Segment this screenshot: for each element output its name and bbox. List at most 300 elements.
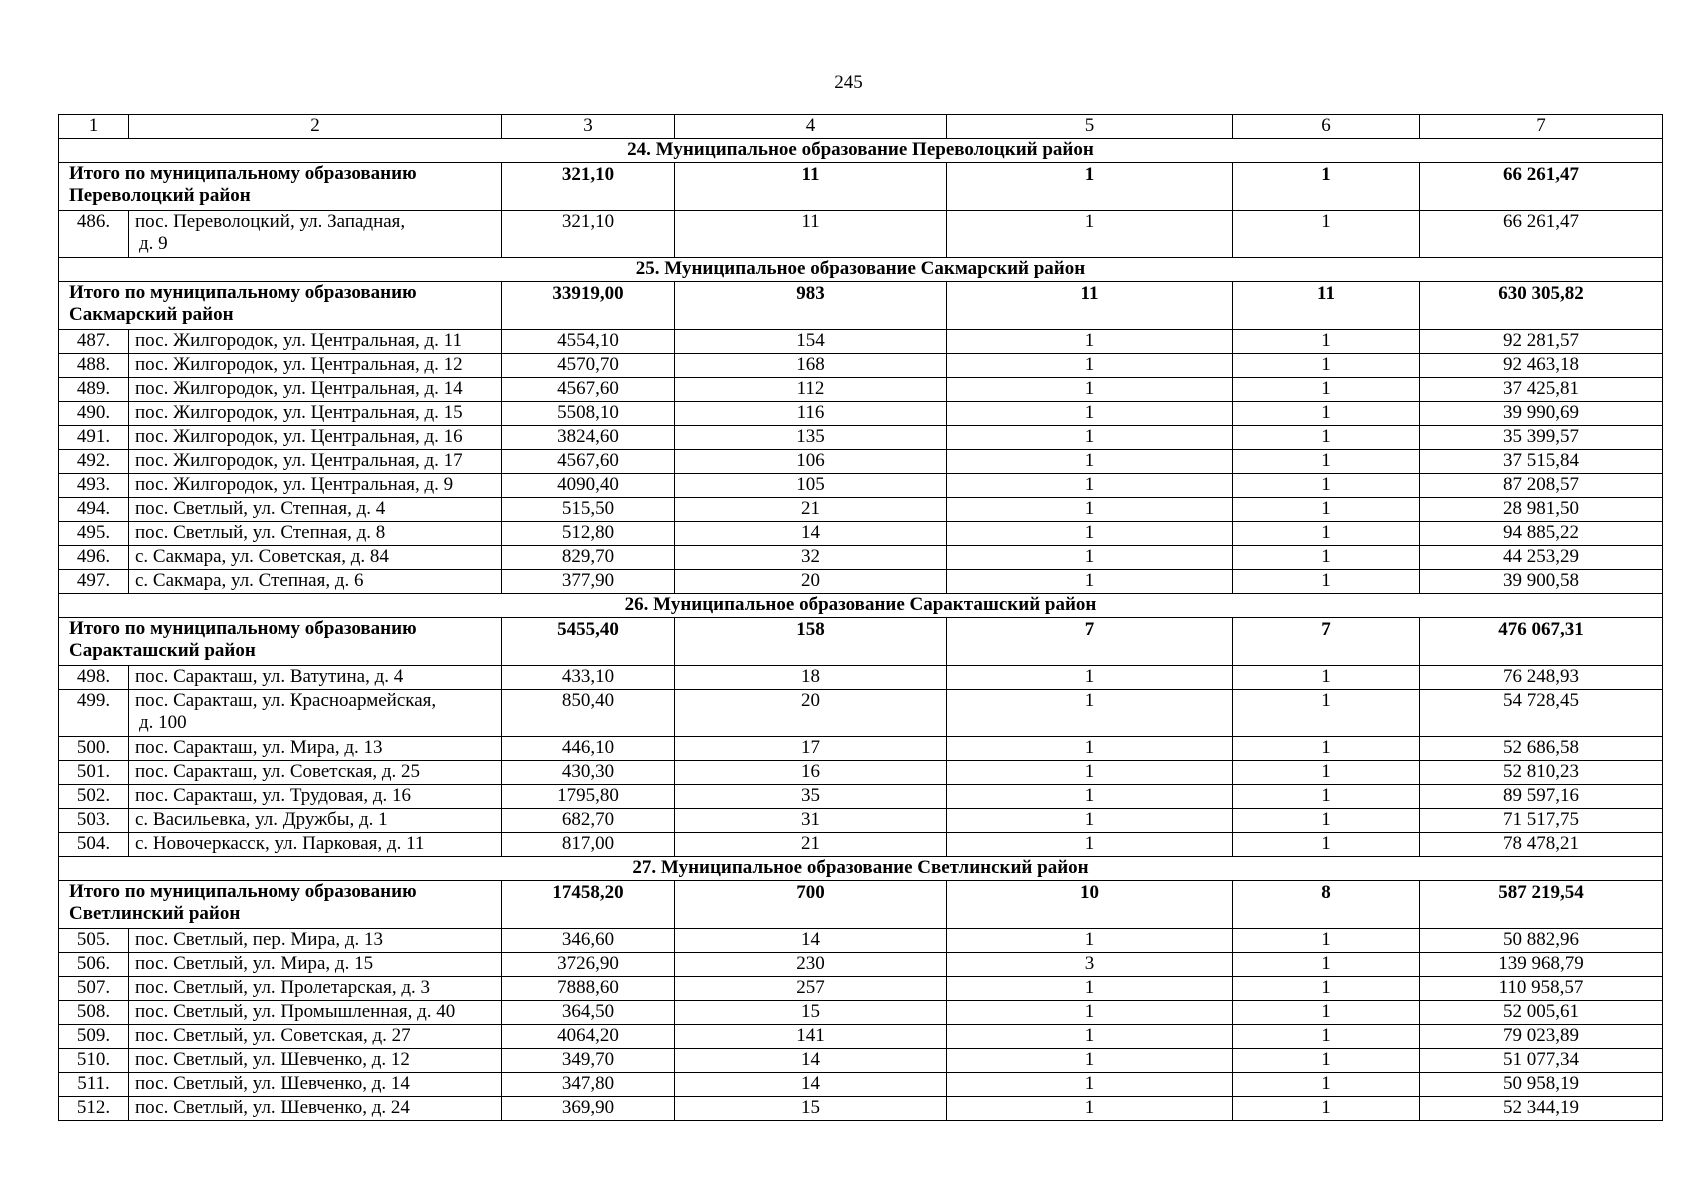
row-number: 488.	[59, 354, 129, 378]
row-c5: 1	[947, 522, 1233, 546]
row-c6: 1	[1233, 785, 1420, 809]
address-line: пос. Саракташ, ул. Трудовая, д. 16	[135, 785, 412, 806]
row-address	[129, 737, 502, 761]
row-c4: 11	[675, 211, 947, 258]
row-c7: 52 810,23	[1420, 761, 1663, 785]
section-total-row	[59, 163, 1663, 211]
row-c6: 1	[1233, 737, 1420, 761]
row-number: 504.	[59, 833, 129, 857]
table-row	[59, 1049, 1663, 1073]
total-c7: 476 067,31	[1420, 618, 1663, 666]
row-number: 509.	[59, 1025, 129, 1049]
row-address	[129, 1073, 502, 1097]
row-c6: 1	[1233, 330, 1420, 354]
table-row	[59, 809, 1663, 833]
row-c4: 14	[675, 1073, 947, 1097]
row-c7: 78 478,21	[1420, 833, 1663, 857]
row-c6: 1	[1233, 761, 1420, 785]
table-row	[59, 785, 1663, 809]
row-number: 498.	[59, 666, 129, 690]
row-c4: 154	[675, 330, 947, 354]
row-c7: 66 261,47	[1420, 211, 1663, 258]
row-c3: 4567,60	[502, 450, 675, 474]
total-label-line: Итого по муниципальному образованию	[69, 618, 417, 639]
row-address	[129, 690, 502, 737]
row-c4: 32	[675, 546, 947, 570]
column-header: 2	[129, 115, 502, 139]
table-row	[59, 977, 1663, 1001]
row-c3: 1795,80	[502, 785, 675, 809]
table-row	[59, 474, 1663, 498]
row-address	[129, 426, 502, 450]
table-row	[59, 570, 1663, 594]
total-c7: 630 305,82	[1420, 282, 1663, 330]
total-c3: 321,10	[502, 163, 675, 211]
row-c5: 1	[947, 211, 1233, 258]
row-c7: 50 882,96	[1420, 929, 1663, 953]
row-number: 508.	[59, 1001, 129, 1025]
row-c4: 15	[675, 1097, 947, 1121]
row-c6: 1	[1233, 1001, 1420, 1025]
address-line: пос. Светлый, ул. Советская, д. 27	[135, 1025, 411, 1046]
total-c4: 158	[675, 618, 947, 666]
table-row	[59, 666, 1663, 690]
row-c4: 105	[675, 474, 947, 498]
total-label	[59, 618, 502, 666]
row-c5: 1	[947, 761, 1233, 785]
section-total-row	[59, 881, 1663, 929]
row-number: 496.	[59, 546, 129, 570]
row-c4: 20	[675, 570, 947, 594]
row-c3: 377,90	[502, 570, 675, 594]
row-c3: 4064,20	[502, 1025, 675, 1049]
row-c4: 15	[675, 1001, 947, 1025]
row-c6: 1	[1233, 498, 1420, 522]
row-c7: 92 281,57	[1420, 330, 1663, 354]
row-c7: 52 344,19	[1420, 1097, 1663, 1121]
row-address	[129, 761, 502, 785]
total-c6: 1	[1233, 163, 1420, 211]
row-address	[129, 785, 502, 809]
row-c7: 37 515,84	[1420, 450, 1663, 474]
row-c5: 1	[947, 785, 1233, 809]
row-c5: 1	[947, 1097, 1233, 1121]
total-label-line: Итого по муниципальному образованию	[69, 282, 417, 303]
row-c7: 52 005,61	[1420, 1001, 1663, 1025]
row-c6: 1	[1233, 833, 1420, 857]
address-line: пос. Светлый, ул. Шевченко, д. 14	[135, 1073, 410, 1094]
total-c5: 11	[947, 282, 1233, 330]
row-c4: 31	[675, 809, 947, 833]
row-number: 503.	[59, 809, 129, 833]
row-c3: 5508,10	[502, 402, 675, 426]
total-c4: 700	[675, 881, 947, 929]
address-line: пос. Светлый, ул. Мира, д. 15	[135, 953, 374, 974]
row-c5: 1	[947, 1001, 1233, 1025]
total-label-line: Итого по муниципальному образованию	[69, 163, 417, 184]
total-c4: 11	[675, 163, 947, 211]
row-c3: 4567,60	[502, 378, 675, 402]
row-c5: 1	[947, 737, 1233, 761]
address-line: пос. Саракташ, ул. Мира, д. 13	[135, 737, 383, 758]
table-row	[59, 426, 1663, 450]
total-c3: 5455,40	[502, 618, 675, 666]
row-number: 489.	[59, 378, 129, 402]
table-row	[59, 737, 1663, 761]
row-c5: 1	[947, 690, 1233, 737]
row-c5: 1	[947, 474, 1233, 498]
row-number: 502.	[59, 785, 129, 809]
row-c4: 14	[675, 1049, 947, 1073]
table-row	[59, 690, 1663, 737]
row-c6: 1	[1233, 1025, 1420, 1049]
row-address	[129, 809, 502, 833]
row-c4: 106	[675, 450, 947, 474]
total-c6: 8	[1233, 881, 1420, 929]
section-title: 26. Муниципальное образование Саракташский район	[59, 594, 1663, 618]
row-number: 493.	[59, 474, 129, 498]
section-header-row	[59, 857, 1663, 881]
row-c3: 4570,70	[502, 354, 675, 378]
total-label-line: Сакмарский район	[69, 304, 234, 325]
row-c5: 1	[947, 977, 1233, 1001]
register-table	[58, 114, 1663, 1121]
row-c6: 1	[1233, 666, 1420, 690]
total-c4: 983	[675, 282, 947, 330]
section-title: 24. Муниципальное образование Переволоцкий район	[59, 139, 1663, 163]
row-c6: 1	[1233, 402, 1420, 426]
row-c5: 1	[947, 498, 1233, 522]
row-c5: 1	[947, 1073, 1233, 1097]
row-c3: 3726,90	[502, 953, 675, 977]
column-header: 1	[59, 115, 129, 139]
total-label-line: Итого по муниципальному образованию	[69, 881, 417, 902]
total-label	[59, 282, 502, 330]
row-c6: 1	[1233, 977, 1420, 1001]
total-label-line: Переволоцкий район	[69, 185, 251, 206]
row-c4: 21	[675, 498, 947, 522]
row-c6: 1	[1233, 378, 1420, 402]
row-c3: 682,70	[502, 809, 675, 833]
address-line: пос. Светлый, ул. Шевченко, д. 12	[135, 1049, 410, 1070]
row-c7: 94 885,22	[1420, 522, 1663, 546]
section-title: 25. Муниципальное образование Сакмарский район	[59, 258, 1663, 282]
section-title: 27. Муниципальное образование Светлинский район	[59, 857, 1663, 881]
row-c5: 1	[947, 1049, 1233, 1073]
row-c7: 87 208,57	[1420, 474, 1663, 498]
row-number: 506.	[59, 953, 129, 977]
row-c6: 1	[1233, 1073, 1420, 1097]
table-row	[59, 546, 1663, 570]
column-header: 4	[675, 115, 947, 139]
row-c6: 1	[1233, 522, 1420, 546]
row-number: 486.	[59, 211, 129, 258]
section-total-row	[59, 282, 1663, 330]
row-c4: 112	[675, 378, 947, 402]
total-c7: 66 261,47	[1420, 163, 1663, 211]
row-address	[129, 1049, 502, 1073]
row-address	[129, 474, 502, 498]
row-number: 490.	[59, 402, 129, 426]
row-address	[129, 546, 502, 570]
address-line: д. 9	[139, 233, 168, 254]
row-c4: 20	[675, 690, 947, 737]
row-c6: 1	[1233, 809, 1420, 833]
total-c6: 7	[1233, 618, 1420, 666]
row-number: 505.	[59, 929, 129, 953]
total-c5: 1	[947, 163, 1233, 211]
address-line: пос. Жилгородок, ул. Центральная, д. 17	[135, 450, 463, 471]
table-row	[59, 1097, 1663, 1121]
row-c5: 1	[947, 354, 1233, 378]
table-row	[59, 354, 1663, 378]
address-line: пос. Светлый, ул. Пролетарская, д. 3	[135, 977, 431, 998]
section-header-row	[59, 139, 1663, 163]
row-number: 511.	[59, 1073, 129, 1097]
total-label	[59, 881, 502, 929]
row-address	[129, 953, 502, 977]
address-line: с. Новочеркасск, ул. Парковая, д. 11	[135, 833, 425, 854]
address-line: пос. Жилгородок, ул. Центральная, д. 12	[135, 354, 463, 375]
table-row	[59, 522, 1663, 546]
section-header-row	[59, 258, 1663, 282]
row-c4: 16	[675, 761, 947, 785]
column-header: 5	[947, 115, 1233, 139]
row-c7: 139 968,79	[1420, 953, 1663, 977]
row-c7: 28 981,50	[1420, 498, 1663, 522]
address-line: пос. Светлый, ул. Шевченко, д. 24	[135, 1097, 410, 1118]
row-c3: 433,10	[502, 666, 675, 690]
row-c6: 1	[1233, 354, 1420, 378]
row-c7: 50 958,19	[1420, 1073, 1663, 1097]
row-c6: 1	[1233, 570, 1420, 594]
total-label	[59, 163, 502, 211]
row-c3: 515,50	[502, 498, 675, 522]
total-c5: 7	[947, 618, 1233, 666]
row-c3: 4090,40	[502, 474, 675, 498]
row-address	[129, 1025, 502, 1049]
address-line: с. Сакмара, ул. Степная, д. 6	[135, 570, 364, 591]
row-address	[129, 378, 502, 402]
row-number: 492.	[59, 450, 129, 474]
address-line: пос. Саракташ, ул. Советская, д. 25	[135, 761, 421, 782]
row-c7: 89 597,16	[1420, 785, 1663, 809]
row-c4: 14	[675, 929, 947, 953]
address-line: пос. Жилгородок, ул. Центральная, д. 15	[135, 402, 463, 423]
row-c3: 512,80	[502, 522, 675, 546]
row-c3: 7888,60	[502, 977, 675, 1001]
row-c3: 4554,10	[502, 330, 675, 354]
row-address	[129, 929, 502, 953]
table-row	[59, 330, 1663, 354]
row-c4: 116	[675, 402, 947, 426]
table-row	[59, 211, 1663, 258]
row-c5: 1	[947, 833, 1233, 857]
row-c7: 39 990,69	[1420, 402, 1663, 426]
row-c3: 817,00	[502, 833, 675, 857]
row-c7: 54 728,45	[1420, 690, 1663, 737]
row-c6: 1	[1233, 474, 1420, 498]
column-header: 7	[1420, 115, 1663, 139]
row-number: 512.	[59, 1097, 129, 1121]
address-line: пос. Жилгородок, ул. Центральная, д. 11	[135, 330, 462, 351]
total-c7: 587 219,54	[1420, 881, 1663, 929]
row-c5: 1	[947, 929, 1233, 953]
row-c3: 347,80	[502, 1073, 675, 1097]
table-row	[59, 1073, 1663, 1097]
row-address	[129, 330, 502, 354]
row-address	[129, 450, 502, 474]
row-c3: 369,90	[502, 1097, 675, 1121]
row-c6: 1	[1233, 953, 1420, 977]
address-line: д. 100	[139, 712, 187, 733]
section-total-row	[59, 618, 1663, 666]
table-row	[59, 498, 1663, 522]
row-address	[129, 522, 502, 546]
table-row	[59, 953, 1663, 977]
row-c3: 321,10	[502, 211, 675, 258]
row-c5: 1	[947, 546, 1233, 570]
address-line: пос. Саракташ, ул. Ватутина, д. 4	[135, 666, 404, 687]
total-c6: 11	[1233, 282, 1420, 330]
row-c7: 52 686,58	[1420, 737, 1663, 761]
total-c5: 10	[947, 881, 1233, 929]
row-c3: 446,10	[502, 737, 675, 761]
row-c7: 79 023,89	[1420, 1025, 1663, 1049]
row-c3: 430,30	[502, 761, 675, 785]
row-address	[129, 833, 502, 857]
address-line: пос. Жилгородок, ул. Центральная, д. 16	[135, 426, 463, 447]
total-label-line: Светлинский район	[69, 903, 241, 924]
row-number: 487.	[59, 330, 129, 354]
row-c5: 1	[947, 1025, 1233, 1049]
table-row	[59, 833, 1663, 857]
section-header-row	[59, 594, 1663, 618]
row-c6: 1	[1233, 690, 1420, 737]
table-row	[59, 1001, 1663, 1025]
row-c7: 92 463,18	[1420, 354, 1663, 378]
address-line: пос. Саракташ, ул. Красноармейская,	[135, 690, 437, 711]
row-number: 507.	[59, 977, 129, 1001]
total-label-line: Саракташский район	[69, 640, 256, 661]
address-line: с. Васильевка, ул. Дружбы, д. 1	[135, 809, 388, 830]
row-c4: 18	[675, 666, 947, 690]
row-number: 494.	[59, 498, 129, 522]
row-c5: 1	[947, 330, 1233, 354]
row-c6: 1	[1233, 929, 1420, 953]
address-line: пос. Жилгородок, ул. Центральная, д. 9	[135, 474, 454, 495]
row-c4: 14	[675, 522, 947, 546]
row-c7: 35 399,57	[1420, 426, 1663, 450]
row-c6: 1	[1233, 1097, 1420, 1121]
address-line: пос. Переволоцкий, ул. Западная,	[135, 211, 406, 232]
row-number: 501.	[59, 761, 129, 785]
column-header: 6	[1233, 115, 1420, 139]
row-number: 510.	[59, 1049, 129, 1073]
row-c5: 1	[947, 809, 1233, 833]
row-c5: 1	[947, 450, 1233, 474]
row-address	[129, 570, 502, 594]
row-c6: 1	[1233, 450, 1420, 474]
row-c7: 76 248,93	[1420, 666, 1663, 690]
row-c7: 110 958,57	[1420, 977, 1663, 1001]
total-c3: 17458,20	[502, 881, 675, 929]
row-c4: 135	[675, 426, 947, 450]
column-number-row	[59, 115, 1663, 139]
row-c4: 230	[675, 953, 947, 977]
total-c3: 33919,00	[502, 282, 675, 330]
row-address	[129, 977, 502, 1001]
row-address	[129, 498, 502, 522]
row-c5: 1	[947, 570, 1233, 594]
column-header: 3	[502, 115, 675, 139]
row-c7: 37 425,81	[1420, 378, 1663, 402]
row-c7: 71 517,75	[1420, 809, 1663, 833]
row-c3: 829,70	[502, 546, 675, 570]
table-row	[59, 402, 1663, 426]
table-body	[59, 115, 1663, 1121]
row-c5: 1	[947, 666, 1233, 690]
row-c5: 1	[947, 402, 1233, 426]
row-c3: 3824,60	[502, 426, 675, 450]
row-c4: 257	[675, 977, 947, 1001]
row-c4: 35	[675, 785, 947, 809]
row-number: 491.	[59, 426, 129, 450]
row-c4: 21	[675, 833, 947, 857]
row-address	[129, 402, 502, 426]
row-c6: 1	[1233, 211, 1420, 258]
row-c3: 349,70	[502, 1049, 675, 1073]
row-c3: 850,40	[502, 690, 675, 737]
address-line: пос. Светлый, пер. Мира, д. 13	[135, 929, 384, 950]
row-number: 499.	[59, 690, 129, 737]
row-address	[129, 666, 502, 690]
row-number: 500.	[59, 737, 129, 761]
row-c5: 1	[947, 426, 1233, 450]
address-line: с. Сакмара, ул. Советская, д. 84	[135, 546, 389, 567]
row-c5: 3	[947, 953, 1233, 977]
row-c7: 51 077,34	[1420, 1049, 1663, 1073]
row-c6: 1	[1233, 1049, 1420, 1073]
row-c4: 168	[675, 354, 947, 378]
table-row	[59, 1025, 1663, 1049]
row-c4: 141	[675, 1025, 947, 1049]
row-c5: 1	[947, 378, 1233, 402]
address-line: пос. Жилгородок, ул. Центральная, д. 14	[135, 378, 463, 399]
row-c6: 1	[1233, 546, 1420, 570]
row-address	[129, 211, 502, 258]
row-c4: 17	[675, 737, 947, 761]
row-c6: 1	[1233, 426, 1420, 450]
table-row	[59, 761, 1663, 785]
row-address	[129, 354, 502, 378]
row-address	[129, 1097, 502, 1121]
row-number: 497.	[59, 570, 129, 594]
row-c3: 364,50	[502, 1001, 675, 1025]
address-line: пос. Светлый, ул. Степная, д. 8	[135, 522, 386, 543]
table-row	[59, 378, 1663, 402]
address-line: пос. Светлый, ул. Степная, д. 4	[135, 498, 386, 519]
address-line: пос. Светлый, ул. Промышленная, д. 40	[135, 1001, 456, 1022]
row-c7: 39 900,58	[1420, 570, 1663, 594]
table-row	[59, 929, 1663, 953]
row-number: 495.	[59, 522, 129, 546]
table-row	[59, 450, 1663, 474]
page-number: 245	[834, 72, 863, 93]
row-c7: 44 253,29	[1420, 546, 1663, 570]
row-address	[129, 1001, 502, 1025]
row-c3: 346,60	[502, 929, 675, 953]
